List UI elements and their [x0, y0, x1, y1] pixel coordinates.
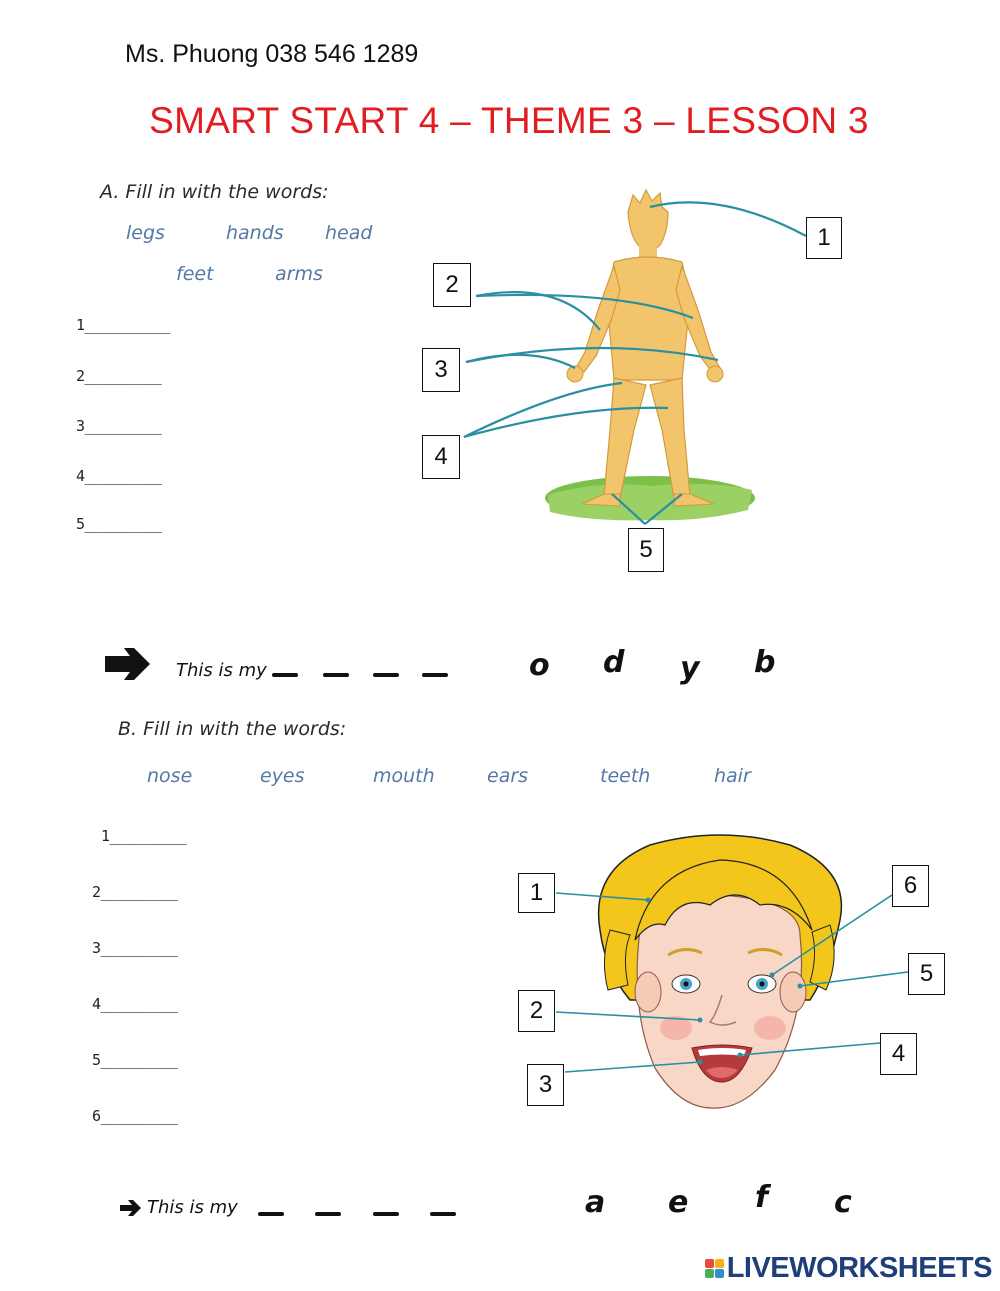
answer-dash-b-3[interactable]: [373, 1212, 399, 1216]
word-mouth: mouth: [373, 765, 435, 787]
label-box-b-4: 4: [880, 1033, 917, 1075]
word-legs: legs: [126, 222, 165, 244]
blank-b-4[interactable]: 4_________: [92, 995, 178, 1013]
answer-dash-b-1[interactable]: [258, 1212, 284, 1216]
word-hair: hair: [714, 765, 751, 787]
logo-text: LIVEWORKSHEETS: [726, 1252, 992, 1284]
blank-b-5[interactable]: 5_________: [92, 1051, 178, 1069]
scrambled-letter-b-3: f: [755, 1180, 769, 1215]
word-eyes: eyes: [260, 765, 305, 787]
scrambled-letter-a-1: o: [529, 648, 550, 683]
answer-dash-b-4[interactable]: [430, 1212, 456, 1216]
connector-1: [650, 202, 806, 236]
arrow-right-icon: [105, 648, 150, 680]
blank-a-3[interactable]: 3_________: [76, 417, 162, 435]
label-box-a-5: 5: [628, 528, 664, 572]
scrambled-letter-b-1: a: [585, 1185, 606, 1220]
word-arms: arms: [275, 263, 323, 285]
label-box-b-5: 5: [908, 953, 945, 995]
sentence-b: This is my: [147, 1197, 238, 1218]
liveworksheets-logo: [705, 1252, 992, 1285]
blank-b-3[interactable]: 3_________: [92, 939, 178, 957]
connector-3a: [466, 355, 575, 368]
label-box-b-2: 2: [518, 990, 555, 1032]
word-ears: ears: [487, 765, 529, 787]
label-box-b-6: 6: [892, 865, 929, 907]
scrambled-letter-a-3: y: [680, 651, 700, 686]
word-nose: nose: [147, 765, 193, 787]
word-feet: feet: [176, 263, 214, 285]
answer-dash-a-2[interactable]: [323, 673, 349, 677]
section-a-title: A. Fill in with the words:: [100, 181, 329, 203]
page-title: SMART START 4 – THEME 3 – LESSON 3: [149, 100, 869, 141]
section-b-title: B. Fill in with the words:: [118, 718, 347, 740]
small-arrow-right-icon: [120, 1200, 141, 1216]
label-box-a-3: 3: [422, 348, 460, 392]
scrambled-letter-a-4: b: [754, 645, 776, 680]
answer-dash-a-1[interactable]: [272, 673, 298, 677]
body-illustration: [545, 190, 755, 520]
liveworksheets-logo-icon: [705, 1259, 724, 1278]
teacher-contact: Ms. Phuong 038 546 1289: [125, 40, 419, 68]
blank-a-5[interactable]: 5_________: [76, 515, 162, 533]
answer-dash-a-3[interactable]: [373, 673, 399, 677]
word-teeth: teeth: [600, 765, 651, 787]
answer-dash-a-4[interactable]: [422, 673, 448, 677]
label-box-b-3: 3: [527, 1064, 564, 1106]
label-box-a-2: 2: [433, 263, 471, 307]
blank-a-2[interactable]: 2_________: [76, 367, 162, 385]
scrambled-letter-b-4: c: [834, 1185, 852, 1220]
sentence-a: This is my: [176, 660, 267, 681]
scrambled-letter-a-2: d: [603, 645, 625, 680]
word-hands: hands: [226, 222, 284, 244]
blank-a-4[interactable]: 4_________: [76, 467, 162, 485]
label-box-a-4: 4: [422, 435, 460, 479]
blank-b-1[interactable]: 1_________: [101, 827, 187, 845]
blank-b-2[interactable]: 2_________: [92, 883, 178, 901]
blank-a-1[interactable]: 1__________: [76, 316, 170, 334]
label-box-a-1: 1: [806, 217, 842, 259]
label-box-b-1: 1: [518, 873, 555, 913]
blank-b-6[interactable]: 6_________: [92, 1107, 178, 1125]
word-head: head: [325, 222, 373, 244]
answer-dash-b-2[interactable]: [315, 1212, 341, 1216]
scrambled-letter-b-2: e: [668, 1185, 689, 1220]
